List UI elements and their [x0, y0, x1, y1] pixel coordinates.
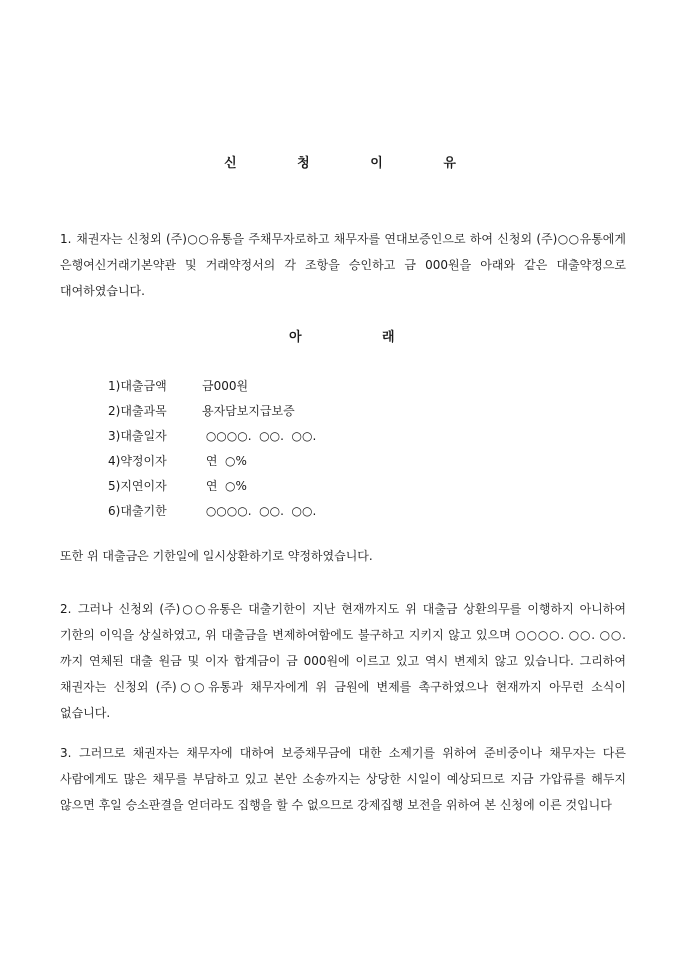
below-heading — [0, 326, 680, 344]
paragraph-3 — [60, 740, 626, 818]
loan-term-value: 연 ○% — [202, 479, 247, 493]
paragraph-1 — [60, 226, 626, 304]
paragraph-number: 1. — [60, 232, 72, 246]
loan-term-value: 금000원 — [202, 379, 249, 393]
below-heading-left: 아 — [289, 330, 302, 345]
loan-term-row — [108, 424, 508, 449]
loan-term-label: 3)대출일자 — [108, 429, 167, 443]
below-heading-right: 래 — [382, 330, 395, 345]
loan-term-row — [108, 499, 508, 524]
loan-term-value: 연 ○% — [202, 454, 247, 468]
loan-term-label: 2)대출과목 — [108, 404, 167, 418]
paragraph-text: 그러므로 채권자는 채무자에 대하여 보증채무금에 대한 소제기를 위하여 준비중이나 채무자는 다른 사람에게도 많은 채무를 부담하고 있고 본안 소송까지는 상당한 시일이 예상되므로 지금 가압류를 해두지 않으면 후일 승소판결을 얻더라도 집행을 할 수 없으므로 강제집행 보전을 위하여 본 신청에 이른 것입니다 — [60, 746, 626, 812]
document-title: 신 청 이 유 — [224, 156, 484, 171]
paragraph-text: 그러나 신청외 (주)○○유통은 대출기한이 지난 현재까지도 위 대출금 상환의무를 이행하지 아니하여 기한의 이익을 상실하였고, 위 대출금을 변제하여함에도 불구하고 지키지 않고 있으며 ○○○○. ○○. ○○.까지 연체된 대출 원금 및 이자 합계금이 금 000원에 이르고 있고 역시 변제치 않고 있습니다. 그리하여 채권자는 신청외 (주)○○유통과 채무자에게 위 금원에 변제를 촉구하였으나 현재까지 아무런 소식이 없습니다. — [60, 602, 626, 720]
loan-term-label: 4)약정이자 — [108, 454, 167, 468]
loan-terms-list — [108, 374, 508, 524]
loan-term-label: 5)지연이자 — [108, 479, 167, 493]
repayment-note: 또한 위 대출금은 기한일에 일시상환하기로 약정하였습니다. — [60, 549, 373, 563]
loan-term-value: ○○○○. ○○. ○○. — [202, 429, 317, 443]
loan-term-label: 6)대출기한 — [108, 504, 167, 518]
loan-term-value: ○○○○. ○○. ○○. — [202, 504, 317, 518]
loan-term-row — [108, 449, 508, 474]
paragraph-number: 3. — [60, 746, 72, 760]
paragraph-number: 2. — [60, 602, 72, 616]
loan-term-row — [108, 374, 508, 399]
loan-term-value: 용자담보지급보증 — [202, 404, 295, 418]
loan-term-label: 1)대출금액 — [108, 379, 167, 393]
paragraph-text: 채권자는 신청외 (주)○○유통을 주채무자로하고 채무자를 연대보증인으로 하여 신청외 (주)○○유통에게 은행여신거래기본약관 및 거래약정서의 각 조항을 승인하고 금 000원을 아래와 같은 대출약정으로 대여하였습니다. — [60, 232, 626, 298]
paragraph-2 — [60, 596, 626, 726]
loan-term-row — [108, 399, 508, 424]
loan-term-row — [108, 474, 508, 499]
